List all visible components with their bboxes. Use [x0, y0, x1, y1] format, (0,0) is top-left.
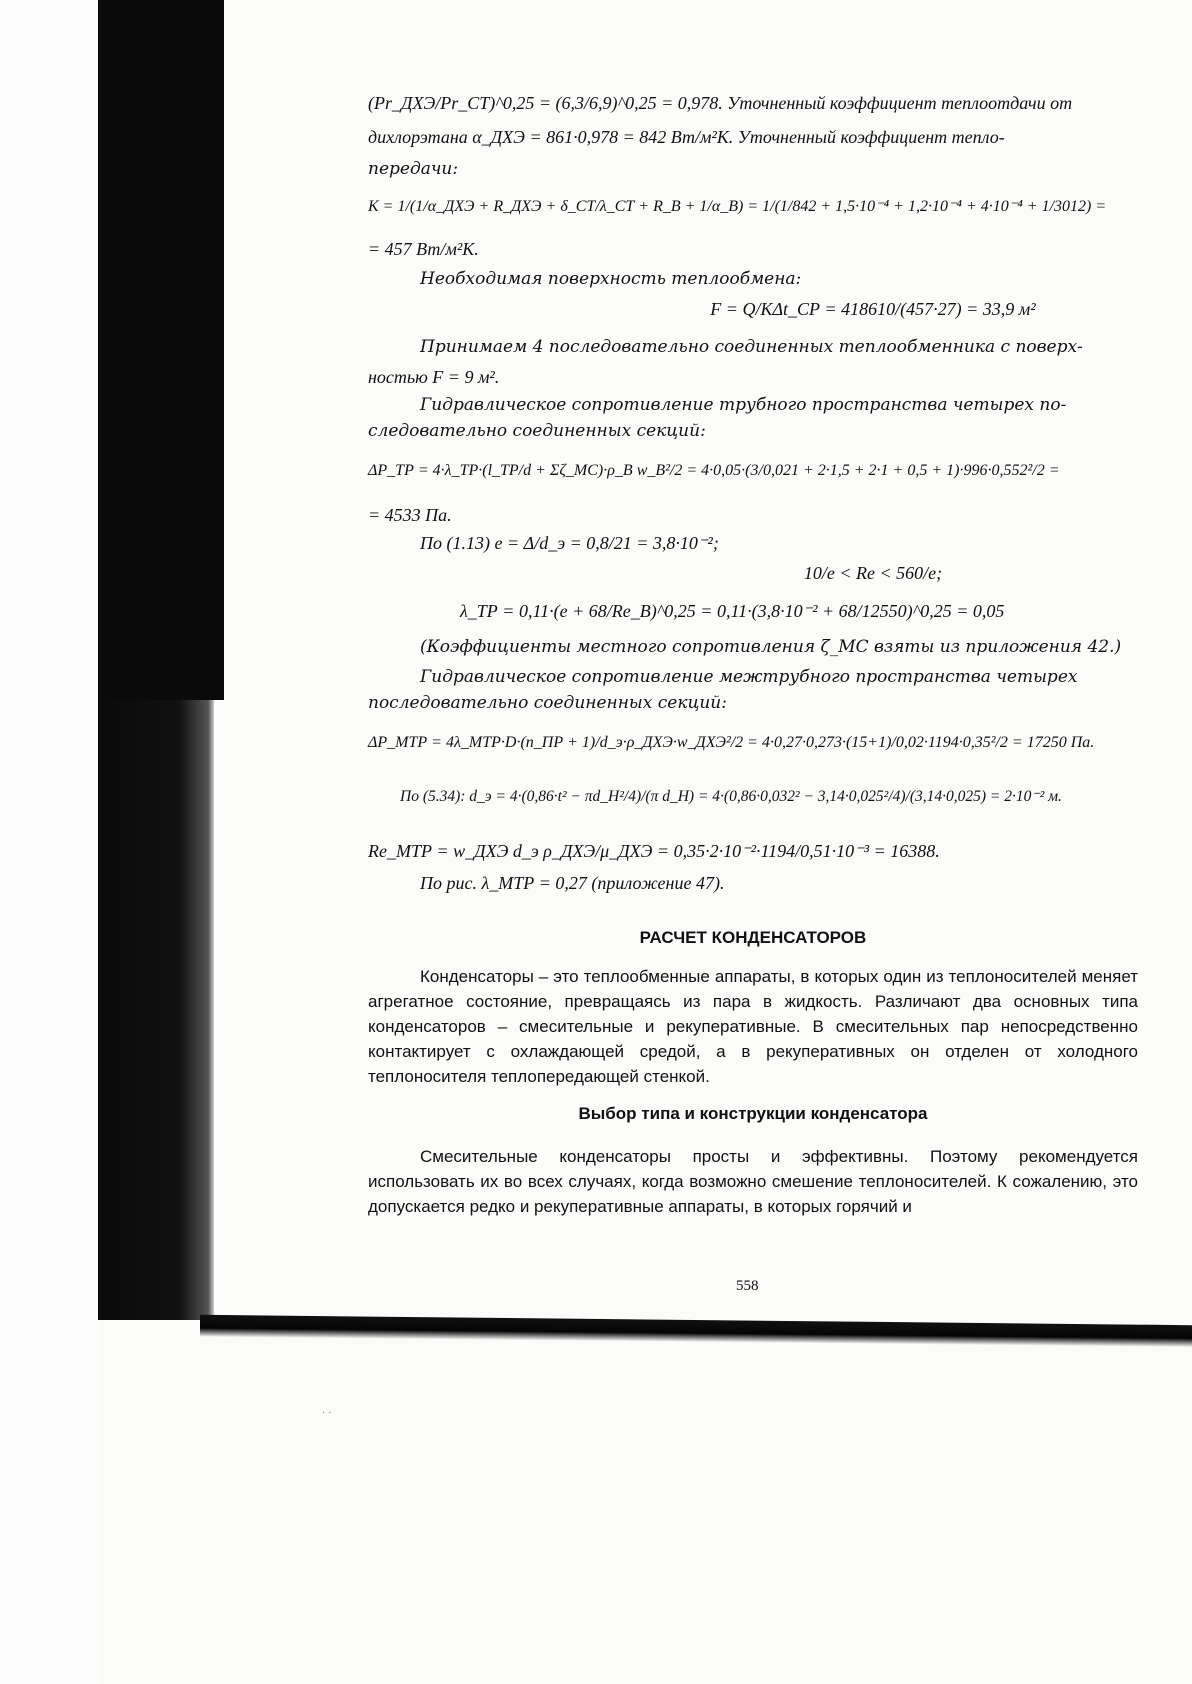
formula-e: По (1.13) e = Δ/d_э = 0,8/21 = 3,8·10⁻²; [420, 533, 719, 553]
formula-dp-tr: ΔP_ТР = 4·λ_ТР·(l_ТР/d + Σζ_МС)·ρ_В w_В²/2 = 4·0,05·(3/0,021 + 2·1,5 + 2·1 + 0,5 + 1)·996·0,552²/2 = [368, 462, 1060, 479]
book-spine-shadow [98, 0, 224, 700]
text-line-8: Принимаем 4 последовательно соединенных теплообменника с поверх- [420, 337, 1083, 357]
paragraph-mixing [368, 1144, 1138, 1219]
text-line-10: Гидравлическое сопротивление трубного пространства четырех по- [420, 395, 1067, 415]
text-line-9: ностью F = 9 м². [368, 367, 500, 387]
page-bottom-edge-shadow [200, 1315, 1192, 1347]
text-line-6: Необходимая поверхность теплообмена: [420, 269, 802, 289]
text-line-19: последовательно соединенных секций: [368, 693, 727, 713]
text-line-11: следовательно соединенных секций: [368, 421, 706, 441]
text-line-17: (Коэффициенты местного сопротивления ζ_МС взяты из приложения 42.) [420, 637, 1122, 657]
formula-k: K = 1/(1/α_ДХЭ + R_ДХЭ + δ_СТ/λ_СТ + R_В + 1/α_В) = 1/(1/842 + 1,5·10⁻⁴ + 1,2·10⁻⁴ + 4·10⁻⁴ + 1/3012) = [368, 198, 1107, 215]
formula-lambda-mtr: По рис. λ_МТР = 0,27 (приложение 47). [420, 873, 725, 893]
subsection-heading: Выбор типа и конструкции конденсатора [578, 1104, 928, 1123]
paragraph-condensers [368, 964, 1138, 1089]
formula-re-mtr: Re_МТР = w_ДХЭ d_э ρ_ДХЭ/μ_ДХЭ = 0,35·2·10⁻²·1194/0,51·10⁻³ = 16388. [368, 841, 940, 861]
section-heading: РАСЧЕТ КОНДЕНСАТОРОВ [639, 928, 867, 947]
page-number: 558 [736, 1278, 759, 1294]
text-line-1: (Pr_ДХЭ/Pr_СТ)^0,25 = (6,3/6,9)^0,25 = 0,978. Уточненный коэффициент теплоотдачи от [368, 93, 1073, 113]
formula-dp-tr-result: = 4533 Па. [368, 505, 452, 525]
formula-lambda-tr: λ_ТР = 0,11·(e + 68/Re_В)^0,25 = 0,11·(3,8·10⁻² + 68/12550)^0,25 = 0,05 [460, 601, 1005, 621]
formula-k-result: = 457 Вт/м²К. [368, 239, 479, 259]
text-line-18: Гидравлическое сопротивление межтрубного пространства четырех [420, 667, 1078, 687]
scan-speck: · · [322, 1408, 332, 1419]
text-line-2: дихлорэтана α_ДХЭ = 861·0,978 = 842 Вт/м²К. Уточненный коэффициент тепло- [368, 127, 1005, 147]
paragraph-condensers-text: Конденсаторы – это теплообменные аппараты, в которых один из теплоносителей меняет агрегатное состояние, превращаясь из пара в жидкость. Различают два основных типа конденсаторов – смесительные и рекуперативные. В смесительных пар непосредственно контактирует с охлаждающей средой, а в рекуперативных он отделен от холодного теплоносителя теплопередающей стенкой. [368, 967, 1138, 1086]
text-line-3: передачи: [368, 159, 459, 179]
formula-de: По (5.34): d_э = 4·(0,86·t² − πd_Н²/4)/(π d_Н) = 4·(0,86·0,032² − 3,14·0,025²/4)/(3,14·0,025) = 2·10⁻² м. [400, 788, 1062, 805]
book-spine-shadow-lower [98, 700, 214, 1320]
formula-f: F = Q/KΔt_СР = 418610/(457·27) = 33,9 м² [710, 299, 1036, 319]
formula-re-range: 10/e < Re < 560/e; [803, 563, 943, 583]
paragraph-mixing-text: Смесительные конденсаторы просты и эффективны. Поэтому рекомендуется использовать их во всех случаях, когда возможно смешение теплоносителей. К сожалению, это допускается редко и рекуперативные аппараты, в которых горячий и [368, 1147, 1138, 1216]
formula-dp-mtr: ΔP_МТР = 4λ_МТР·D·(n_ПР + 1)/d_э·ρ_ДХЭ·w_ДХЭ²/2 = 4·0,27·0,273·(15+1)/0,02·1194·0,35²/2 = 17250 Па. [368, 734, 1095, 751]
scan-margin [0, 0, 98, 1684]
